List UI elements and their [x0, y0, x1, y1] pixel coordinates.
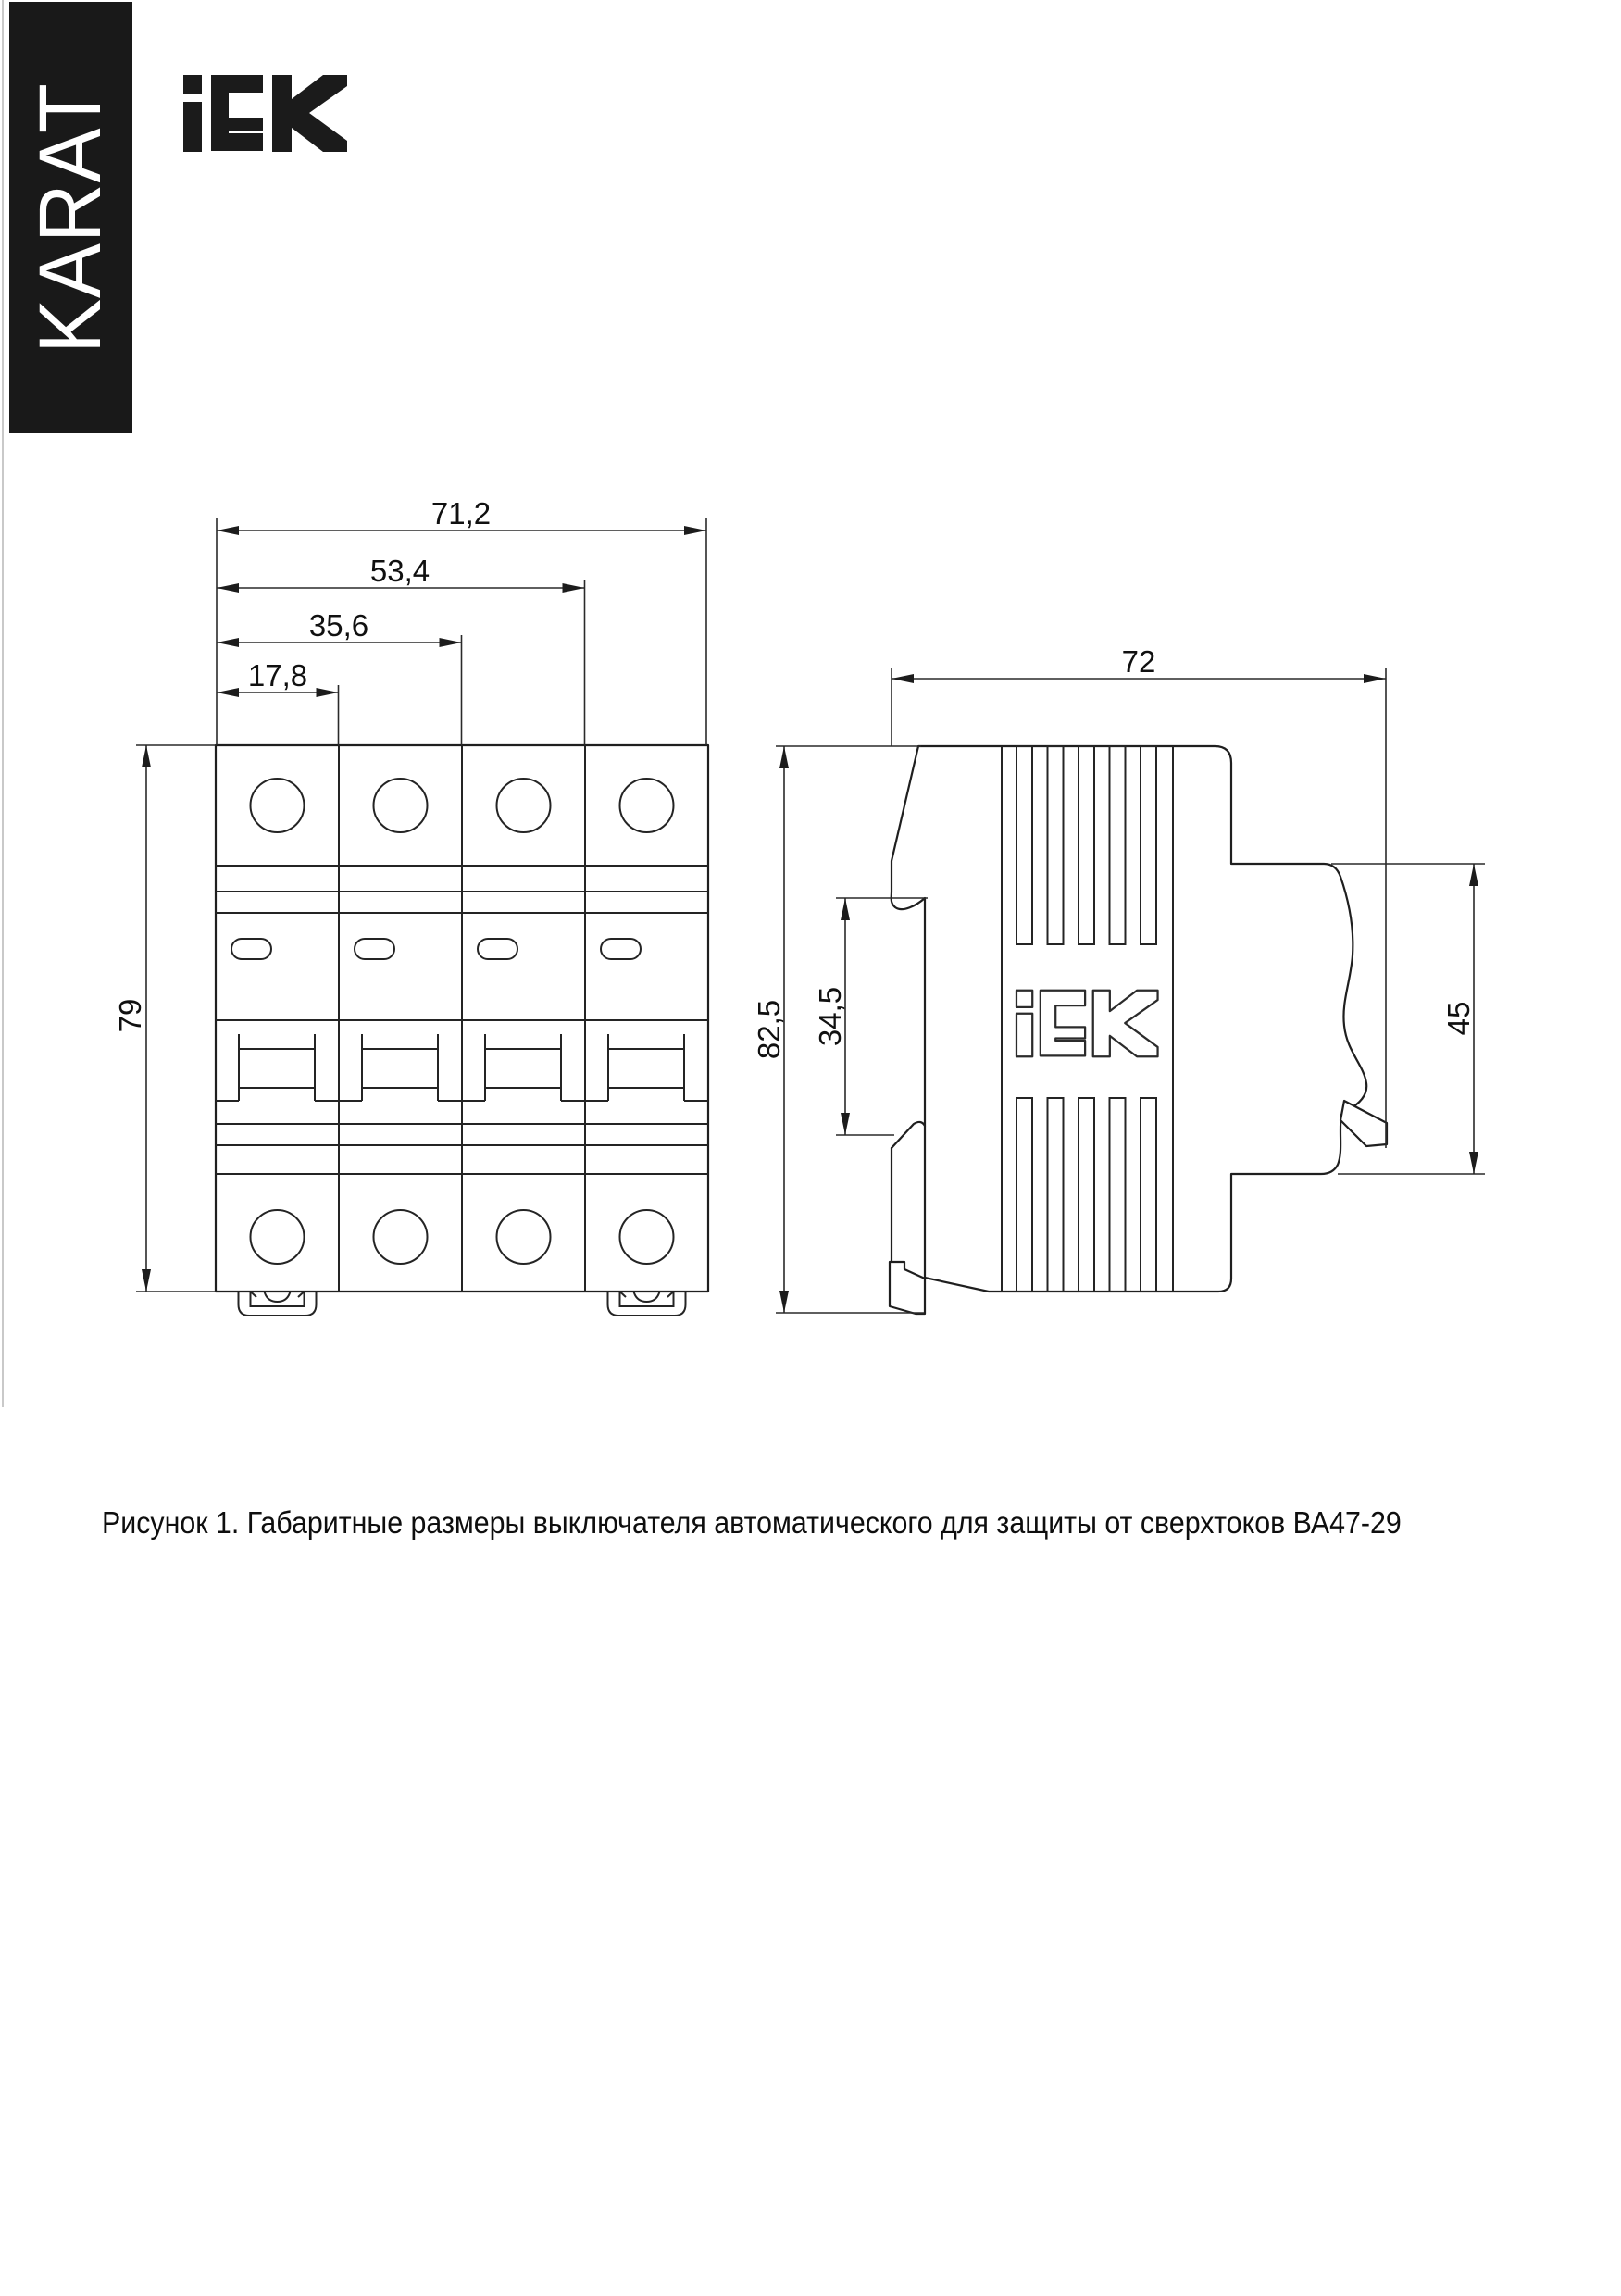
dim-label-one-pole-width: 17,8 — [247, 658, 308, 693]
dimension-three-pole-width — [217, 554, 585, 593]
dim-label-total-width: 71,2 — [430, 496, 492, 530]
dimension-front-face-height — [1441, 864, 1478, 1174]
dim-label-three-pole-width: 53,4 — [369, 554, 430, 588]
dim-label-front-face-height: 45 — [1441, 1001, 1476, 1036]
dimension-rail-channel-height — [813, 898, 850, 1135]
dimension-one-pole-width — [217, 658, 339, 697]
front-view — [216, 745, 708, 1316]
figure-caption: Рисунок 1. Габаритные размеры выключателя автоматического для защиты от сверхтоков ВА47-29 — [102, 1505, 1402, 1540]
iek-logo — [183, 75, 347, 152]
karat-banner-text: KARAT — [21, 81, 119, 354]
dimension-front-height — [113, 745, 151, 1292]
terminal-clamp-flag — [1340, 1101, 1387, 1146]
din-rail-clips-front — [239, 1292, 686, 1316]
dimension-total-width — [217, 496, 706, 535]
din-clip-foot — [890, 1262, 925, 1314]
side-view — [890, 746, 1387, 1314]
dim-label-two-pole-width: 35,6 — [308, 608, 369, 643]
din-clip-latch — [892, 1122, 925, 1148]
dim-label-front-height: 79 — [113, 998, 147, 1033]
dim-label-depth: 72 — [1121, 644, 1156, 679]
dim-label-total-height: 82,5 — [752, 999, 786, 1060]
dimension-two-pole-width — [217, 608, 462, 647]
dim-label-rail-channel-height: 34,5 — [813, 986, 847, 1047]
dimension-depth — [892, 644, 1386, 683]
dimension-total-height — [752, 746, 789, 1313]
